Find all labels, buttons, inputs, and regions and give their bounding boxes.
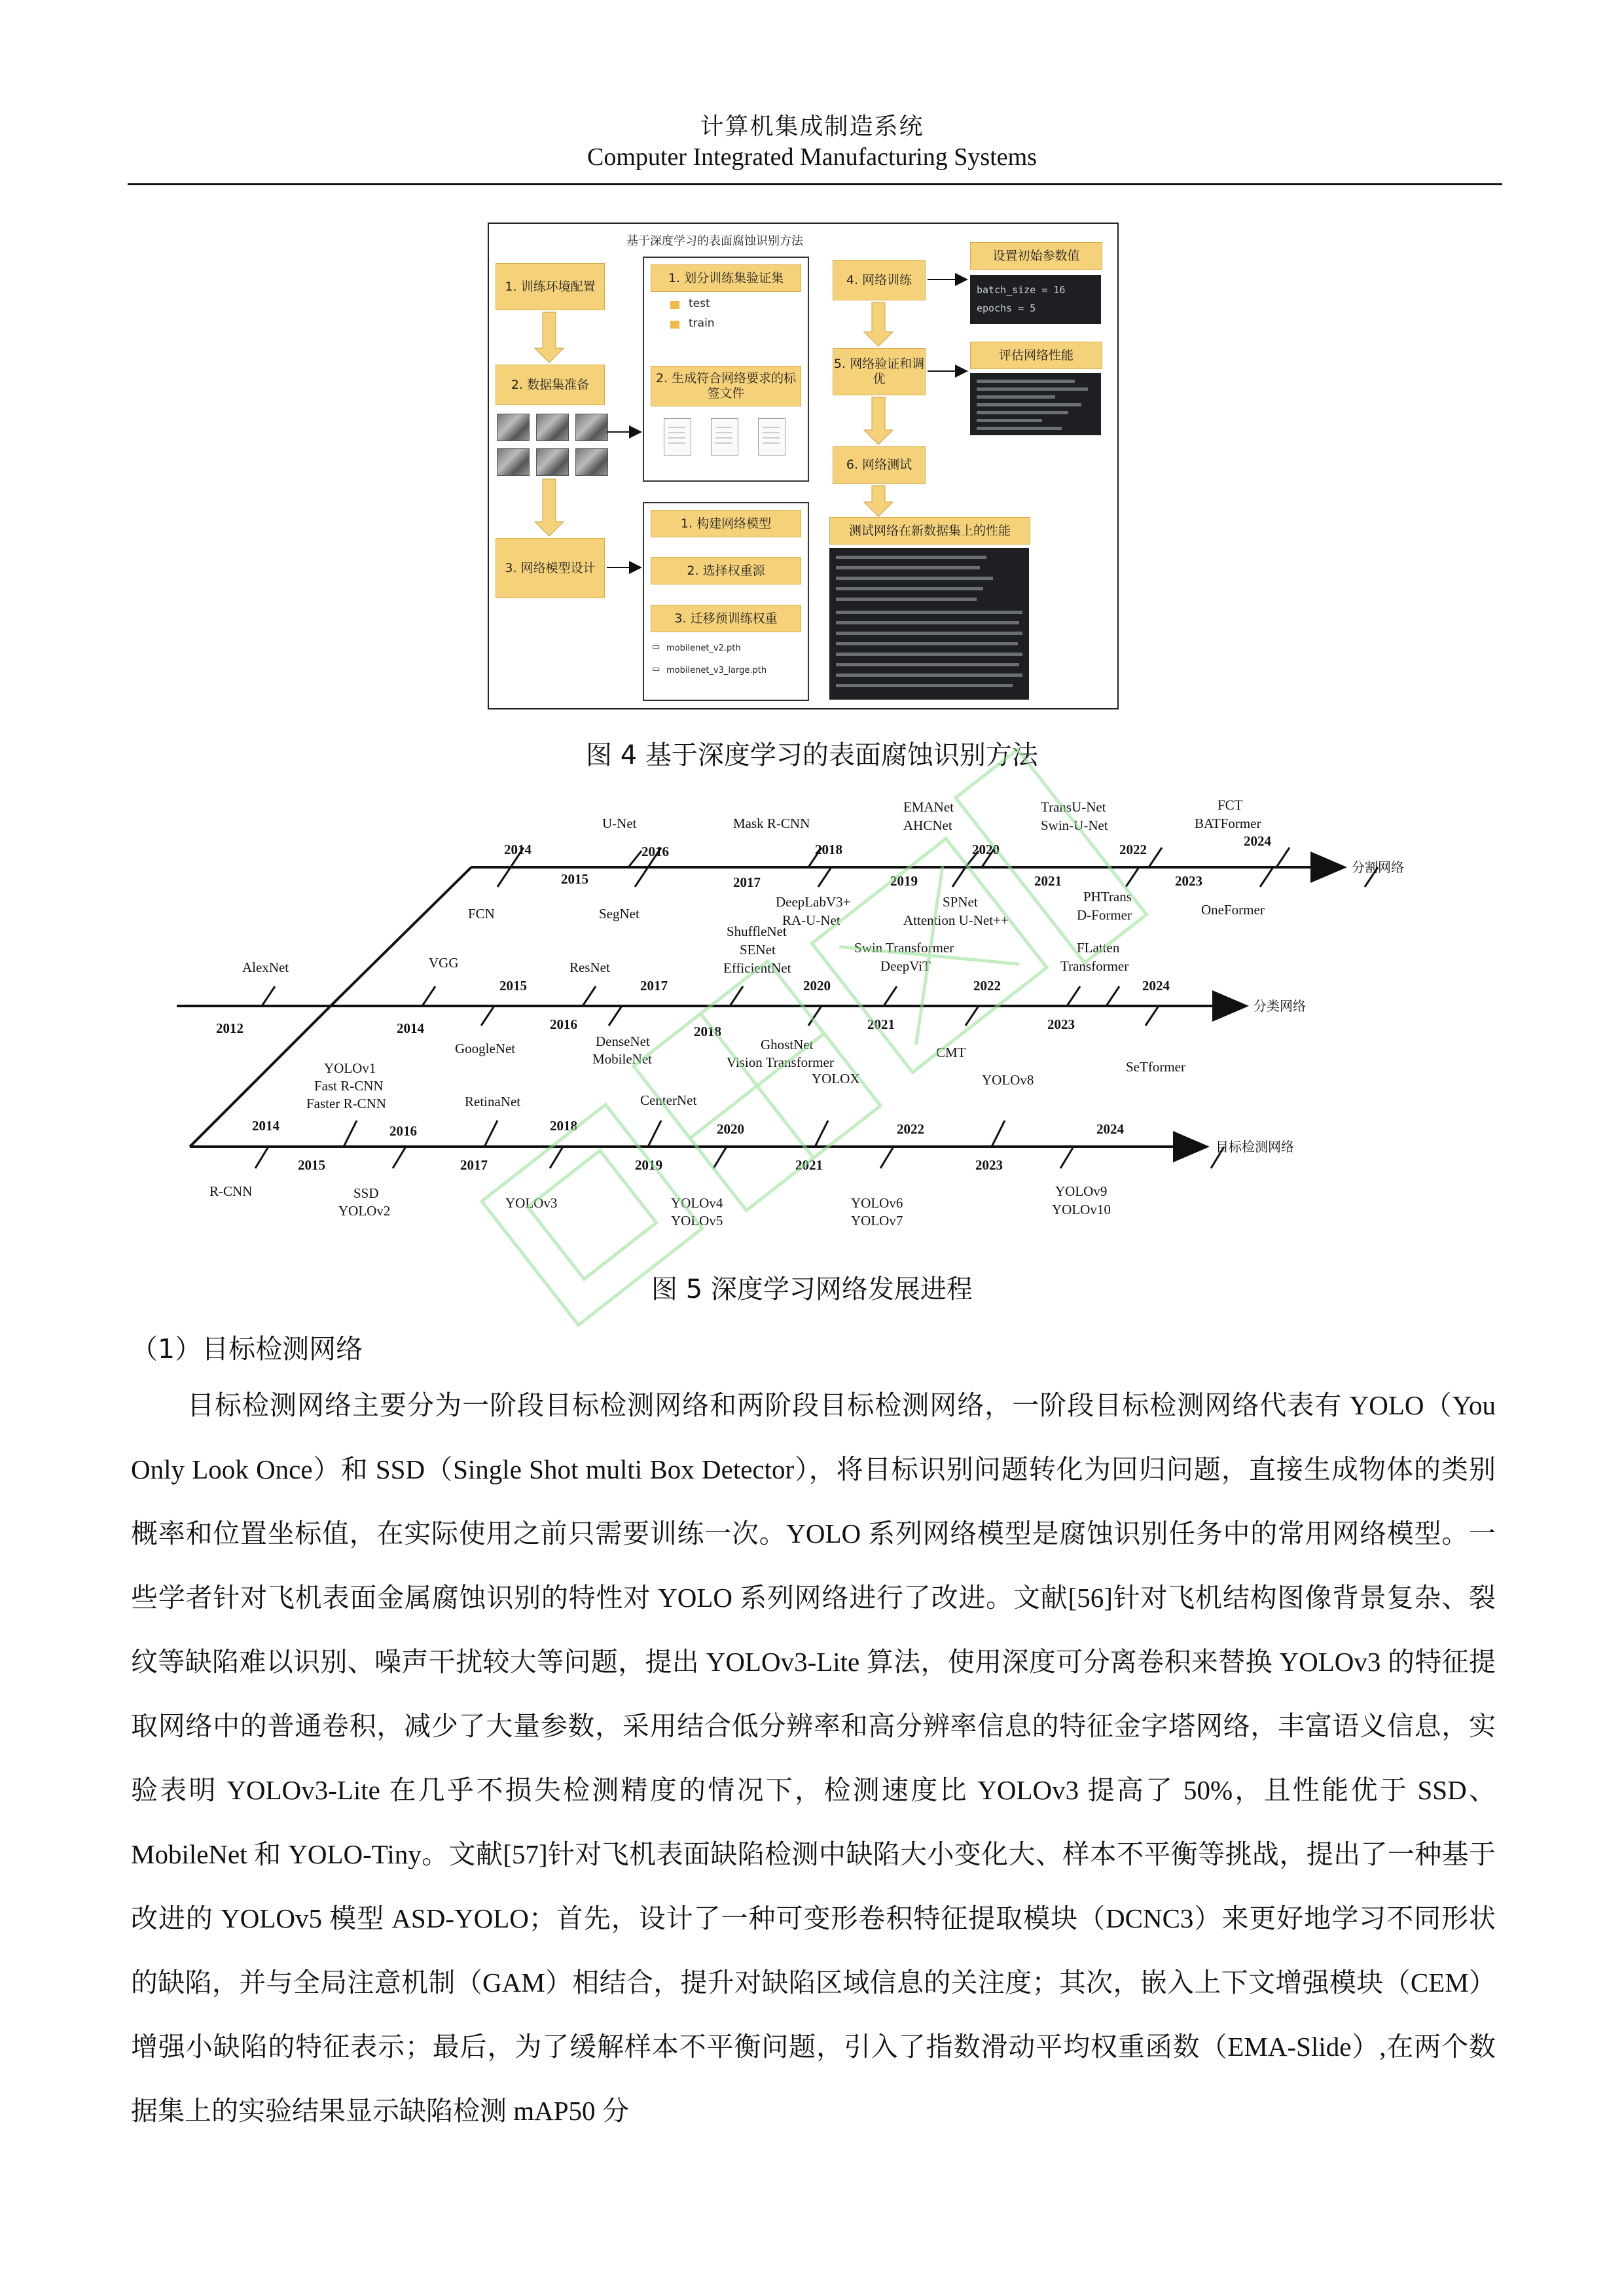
paragraph-text: 目标检测网络主要分为一阶段目标检测网络和两阶段目标检测网络，一阶段目标检测网络代表有 YOLO（You Only Look Once）和 SSD（Single Shot multi Box Detector），将目标识别问题转化为回归问题，直接生成物体的类别概率和位置坐标值，在实际使用之前只需要训练一次。YOLO 系列网络模型是腐蚀识别任务中的常用网络模型。一些学者针对飞机表面金属腐蚀识别的特性对 YOLO 系列网络进行了改进。文献[56]针对飞机结构图像背景复杂、裂纹等缺陷难以识别、噪声干扰较大等问题，提出 YOLOv3-Lite 算法，使用深度可分离卷积来替换 YOLOv3 的特征提取网络中的普通卷积，减少了大量参数，采用结合低分辨率和高分辨率信息的特征金字塔网络，丰富语义信息，实验表明 YOLOv3-Lite 在几乎不损失检测精度的情况下，检测速度比 YOLOv3 提高了 50%，且性能优于 SSD、MobileNet 和 YOLO-Tiny。文献[57]针对飞机表面缺陷检测中缺陷大小变化大、样本不平衡等挑战，提出了一种基于改进的 YOLOv5 模型 ASD-YOLO；首先，设计了一种可变形卷积特征提取模块（DCNC3）来更好地学习不同形状的缺陷，并与全局注意机制（GAM）相结合，提升对缺陷区域信息的关注度；其次，嵌入上下文增强模块（CEM）增强小缺陷的特征表示；最后，为了缓解样本不平衡问题，引入了指数滑动平均权重函数（EMA-Slide）,在两个数据集上的实验结果显示缺陷检测 mAP50 分 [131, 1390, 1496, 2126]
net-label: ResNet [569, 960, 610, 975]
net-label: SegNet [599, 906, 640, 922]
step-model-design: 3. 网络模型设计 [496, 538, 605, 598]
net-label: OneFormer [1201, 902, 1265, 918]
figure-4-caption: 图 4 基于深度学习的表面腐蚀识别方法 [586, 740, 1038, 770]
figure-5-timeline [164, 789, 1473, 1247]
year: 2015 [561, 871, 588, 887]
net-label: D-Former [1077, 907, 1132, 923]
net-label: YOLOv5 [671, 1213, 723, 1229]
year: 2024 [1096, 1121, 1124, 1137]
year: 2018 [694, 1024, 721, 1039]
header-rule [128, 183, 1502, 185]
net-label: AlexNet [242, 960, 289, 975]
net-label: ShuffleNet [727, 924, 787, 939]
year: 2019 [890, 873, 918, 889]
journal-title-en: Computer Integrated Manufacturing Systems [586, 143, 1037, 171]
net-label: R-CNN [209, 1183, 253, 1199]
net-label: YOLOv8 [982, 1072, 1034, 1088]
step-transfer: 3. 迁移预训练权重 [651, 605, 801, 632]
axis-label-det: 目标检测网络 [1216, 1139, 1294, 1155]
net-label: Faster R-CNN [306, 1096, 386, 1111]
year: 2014 [252, 1118, 280, 1134]
net-label: Swin Transformer [854, 940, 954, 956]
year: 2016 [641, 844, 669, 859]
year: 2017 [733, 874, 761, 890]
net-label: YOLOv3 [505, 1195, 558, 1211]
net-label: DenseNet [596, 1033, 650, 1049]
net-label: FCN [468, 906, 495, 922]
test-new-label: 测试网络在新数据集上的性能 [829, 517, 1030, 545]
net-label: Vision Transformer [727, 1054, 834, 1070]
net-label: Transformer [1060, 958, 1129, 974]
year: 2024 [1244, 833, 1271, 849]
file-icon: ▭ [652, 664, 660, 674]
net-label: BATFormer [1195, 816, 1261, 831]
body-paragraph [131, 1373, 1496, 2143]
axis-label-seg: 分割网络 [1352, 859, 1404, 875]
year: 2022 [1119, 842, 1147, 857]
step-env-config: 1. 训练环境配置 [496, 263, 605, 310]
year: 2015 [298, 1157, 325, 1173]
net-label: FLatten [1077, 940, 1120, 956]
year: 2021 [795, 1157, 823, 1173]
step-weights: 2. 选择权重源 [651, 557, 801, 584]
step-train: 4. 网络训练 [833, 260, 926, 300]
net-label: VGG [429, 955, 459, 971]
journal-title-cn: 计算机集成制造系统 [700, 113, 924, 140]
net-label: SENet [740, 942, 776, 958]
folder-test: test [689, 297, 710, 310]
net-label: SSD [353, 1185, 379, 1201]
year: 2014 [397, 1020, 424, 1036]
down-arrow [864, 302, 893, 346]
year: 2014 [504, 842, 532, 857]
net-label: YOLOv10 [1052, 1202, 1111, 1217]
net-label: FCT [1218, 797, 1243, 813]
net-label: PHTrans [1083, 889, 1132, 905]
net-label: Swin-U-Net [1041, 817, 1108, 833]
net-label: YOLOv1 [324, 1060, 376, 1076]
year: 2016 [389, 1123, 417, 1139]
year: 2012 [216, 1020, 244, 1036]
section-heading: （1）目标检测网络 [131, 1333, 363, 1365]
figure-5-caption: 图 5 深度学习网络发展进程 [651, 1274, 973, 1304]
year: 2022 [973, 978, 1001, 994]
net-label: EfficientNet [723, 960, 791, 976]
net-label: YOLOv4 [671, 1195, 723, 1211]
down-arrow [864, 486, 893, 516]
step-labels: 2. 生成符合网络要求的标签文件 [651, 366, 801, 406]
net-label: MobileNet [592, 1051, 652, 1067]
year: 2024 [1142, 978, 1170, 994]
step-dataset: 2. 数据集准备 [496, 365, 605, 405]
year: 2019 [635, 1157, 662, 1173]
year: 2020 [717, 1121, 744, 1137]
year: 2021 [1034, 873, 1062, 889]
weight-file-2: mobilenet_v3_large.pth [666, 666, 767, 675]
fig4-title: 基于深度学习的表面腐蚀识别方法 [626, 234, 803, 248]
connector [331, 867, 471, 1006]
net-label: SeTformer [1126, 1059, 1185, 1075]
year: 2023 [1047, 1016, 1075, 1032]
net-label: YOLOX [812, 1071, 860, 1086]
net-label: TransU-Net [1041, 799, 1106, 815]
down-arrow [535, 312, 564, 363]
year: 2015 [499, 978, 527, 994]
step-split: 1. 划分训练集验证集 [651, 264, 801, 292]
param-epochs: epochs = 5 [977, 302, 1036, 314]
timeline-svg [164, 789, 1473, 1247]
net-label: AHCNet [903, 817, 952, 833]
step-test: 6. 网络测试 [833, 446, 926, 484]
year: 2018 [550, 1118, 577, 1134]
year: 2023 [975, 1157, 1003, 1173]
net-label: YOLOv6 [851, 1195, 903, 1211]
net-label: SPNet [943, 894, 978, 910]
init-params-label: 设置初始参数值 [970, 242, 1102, 270]
year: 2018 [815, 842, 842, 857]
net-label: CenterNet [640, 1092, 697, 1108]
axis-label-cls: 分类网络 [1254, 998, 1306, 1014]
net-label: U-Net [602, 816, 637, 831]
step-build: 1. 构建网络模型 [651, 510, 801, 537]
step-validate: 5. 网络验证和调优 [833, 348, 926, 395]
net-label: DeepViT [880, 958, 931, 974]
net-label: DeepLabV3+ [776, 894, 851, 910]
year: 2022 [897, 1121, 924, 1137]
year: 2023 [1175, 873, 1202, 889]
weight-file-1: mobilenet_v2.pth [666, 643, 741, 653]
file-icon: ▭ [652, 642, 660, 652]
net-label: Fast R-CNN [314, 1078, 384, 1094]
year: 2020 [803, 978, 831, 994]
down-arrow [535, 479, 564, 536]
net-label: Mask R-CNN [733, 816, 810, 831]
year: 2021 [867, 1016, 895, 1032]
net-label: CMT [936, 1045, 966, 1060]
fig4-arrows [489, 224, 1117, 708]
param-batch: batch_size = 16 [977, 284, 1066, 296]
figure-4-flowchart [488, 223, 1119, 709]
net-label: GoogleNet [455, 1041, 516, 1056]
eval-label: 评估网络性能 [970, 342, 1102, 369]
net-label: Attention U-Net++ [903, 912, 1009, 928]
net-label: EMANet [903, 799, 954, 815]
down-arrow [864, 397, 893, 444]
year: 2016 [550, 1016, 577, 1032]
net-label: YOLOv2 [338, 1203, 391, 1219]
year: 2017 [460, 1157, 488, 1173]
net-label: RetinaNet [465, 1094, 521, 1109]
year: 2020 [972, 842, 1000, 857]
net-label: YOLOv9 [1055, 1183, 1108, 1199]
net-label: RA-U-Net [782, 912, 840, 928]
folder-train: train [689, 317, 715, 330]
net-label: YOLOv7 [851, 1213, 903, 1229]
year: 2017 [640, 978, 668, 994]
net-label: GhostNet [761, 1037, 814, 1052]
